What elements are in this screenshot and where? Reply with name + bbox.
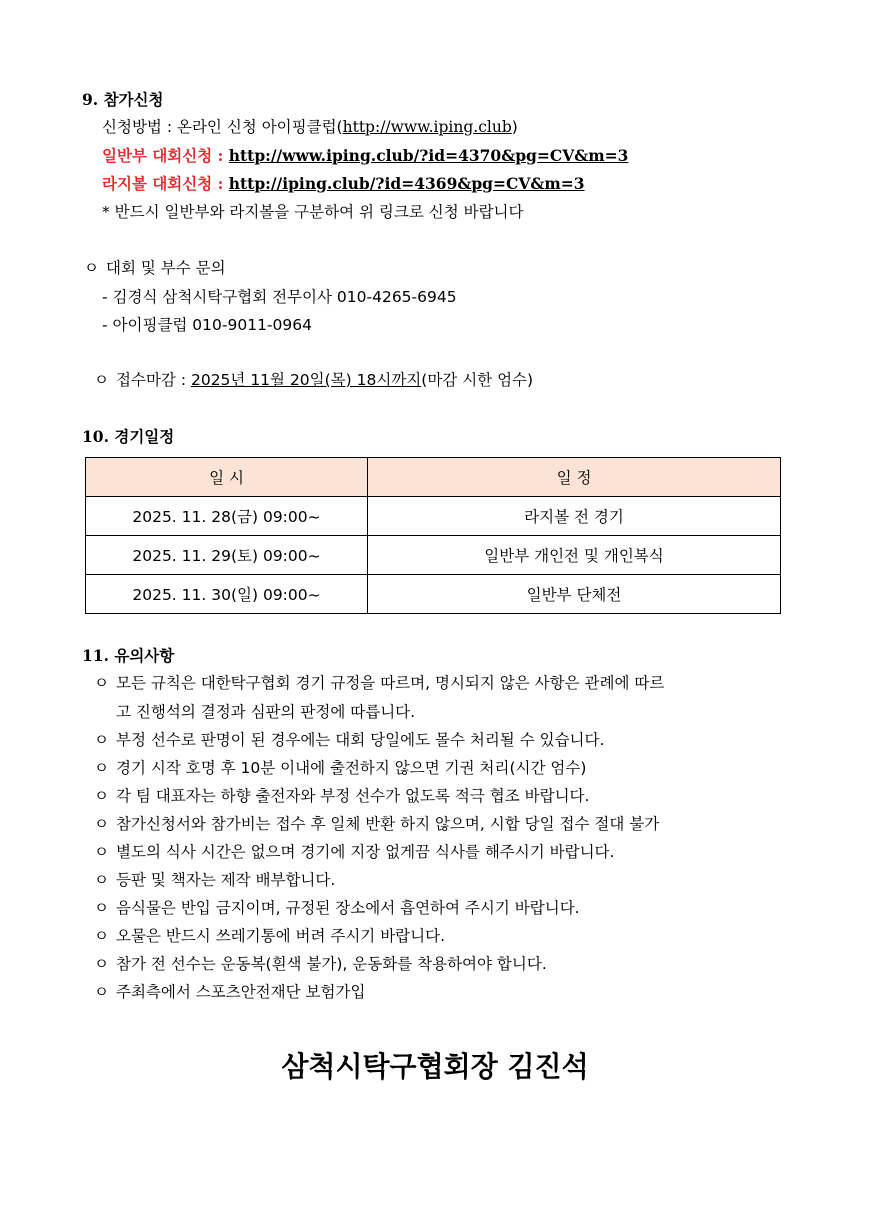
list-item	[94, 814, 659, 834]
notice-text: 경기 시작 호명 후 10분 이내에 출전하지 않으면 기권 처리(시간 엄수)	[116, 759, 587, 777]
notice-bullet: ㅇ	[94, 674, 109, 692]
largeball-application	[102, 174, 585, 194]
schedule-table	[85, 457, 781, 614]
schedule-header-row	[86, 458, 781, 497]
schedule-event: 일반부 단체전	[368, 575, 781, 614]
inquiry-heading	[84, 258, 226, 278]
schedule-event: 일반부 개인전 및 개인복식	[368, 536, 781, 575]
deadline-label: 접수마감 :	[116, 371, 191, 389]
list-item	[94, 982, 365, 1002]
section-11-title: 11. 유의사항	[82, 646, 175, 665]
inquiry-contact-2: - 아이핑클럽 010-9011-0964	[102, 316, 312, 334]
section-10-title: 10. 경기일정	[82, 427, 175, 446]
notice-bullet: ㅇ	[94, 787, 109, 805]
list-item	[94, 730, 604, 750]
inquiry-bullet: ㅇ	[84, 259, 99, 277]
general-application-link[interactable]: http://www.iping.club/?id=4370&pg=CV&m=3	[228, 146, 629, 165]
association-president-signature: 삼척시탁구협회장 김진석	[281, 1050, 589, 1083]
notice-text: 등판 및 책자는 제작 배부합니다.	[116, 871, 336, 889]
schedule-header-datetime: 일 시	[86, 458, 368, 497]
notice-bullet: ㅇ	[94, 871, 109, 889]
inquiry-title: 대회 및 부수 문의	[106, 259, 226, 277]
notice-bullet: ㅇ	[94, 955, 109, 973]
notice-text: 별도의 식사 시간은 없으며 경기에 지장 없게끔 식사를 해주시기 바랍니다.	[116, 843, 615, 861]
application-method-close: )	[511, 118, 518, 136]
notice-text: 음식물은 반입 금지이며, 규정된 장소에서 흡연하여 주시기 바랍니다.	[116, 899, 580, 917]
notice-text: 모든 규칙은 대한탁구협회 경기 규정을 따르며, 명시되지 않은 사항은 관례에 따르	[116, 674, 665, 692]
notice-bullet: ㅇ	[94, 815, 109, 833]
deadline-date: 2025년 11월 20일(목) 18시까지	[190, 371, 422, 389]
schedule-datetime: 2025. 11. 29(토) 09:00~	[86, 536, 368, 575]
list-item	[94, 954, 547, 974]
iping-club-link[interactable]: http://www.iping.club	[342, 118, 512, 136]
notice-text: 주최측에서 스포츠안전재단 보험가입	[116, 983, 366, 1001]
deadline	[94, 370, 533, 390]
notice-text: 참가신청서와 참가비는 접수 후 일체 반환 하지 않으며, 시합 당일 접수 절대 불가	[116, 815, 660, 833]
notice-text: 각 팀 대표자는 하향 출전자와 부정 선수가 없도록 적극 협조 바랍니다.	[116, 787, 590, 805]
list-item	[94, 870, 335, 890]
schedule-datetime: 2025. 11. 28(금) 09:00~	[86, 497, 368, 536]
list-item	[94, 898, 580, 918]
notice-bullet: ㅇ	[94, 731, 109, 749]
schedule-header-event: 일 정	[368, 458, 781, 497]
application-note: * 반드시 일반부와 라지볼을 구분하여 위 링크로 신청 바랍니다	[102, 203, 524, 221]
list-item-continuation: 고 진행석의 결정과 심판의 판정에 따릅니다.	[116, 703, 416, 721]
application-method-label: 신청방법 : 온라인 신청 아이핑클럽(	[102, 118, 343, 136]
deadline-bullet: ㅇ	[94, 371, 109, 389]
table-row	[86, 536, 781, 575]
schedule-datetime: 2025. 11. 30(일) 09:00~	[86, 575, 368, 614]
inquiry-contact-1: - 김경식 삼척시탁구협회 전무이사 010-4265-6945	[102, 288, 457, 306]
table-row	[86, 497, 781, 536]
largeball-application-link[interactable]: http://iping.club/?id=4369&pg=CV&m=3	[228, 174, 585, 193]
list-item	[94, 673, 664, 693]
largeball-application-label: 라지볼 대회신청 :	[102, 174, 229, 193]
notice-text: 오물은 반드시 쓰레기통에 버려 주시기 바랍니다.	[116, 927, 446, 945]
section-9-title: 9. 참가신청	[82, 90, 164, 109]
general-application	[102, 146, 628, 166]
list-item	[94, 842, 614, 862]
list-item	[94, 758, 586, 778]
notice-bullet: ㅇ	[94, 843, 109, 861]
notice-bullet: ㅇ	[94, 983, 109, 1001]
notice-bullet: ㅇ	[94, 759, 109, 777]
notice-bullet: ㅇ	[94, 927, 109, 945]
deadline-note: (마감 시한 엄수)	[421, 371, 534, 389]
general-application-label: 일반부 대회신청 :	[102, 146, 229, 165]
notice-bullet: ㅇ	[94, 899, 109, 917]
notice-text: 참가 전 선수는 운동복(흰색 불가), 운동화를 착용하여야 합니다.	[116, 955, 547, 973]
list-item	[94, 926, 445, 946]
notice-text: 부정 선수로 판명이 된 경우에는 대회 당일에도 몰수 처리될 수 있습니다.	[116, 731, 605, 749]
list-item	[94, 786, 589, 806]
table-row	[86, 575, 781, 614]
application-method	[102, 117, 518, 137]
schedule-event: 라지볼 전 경기	[368, 497, 781, 536]
